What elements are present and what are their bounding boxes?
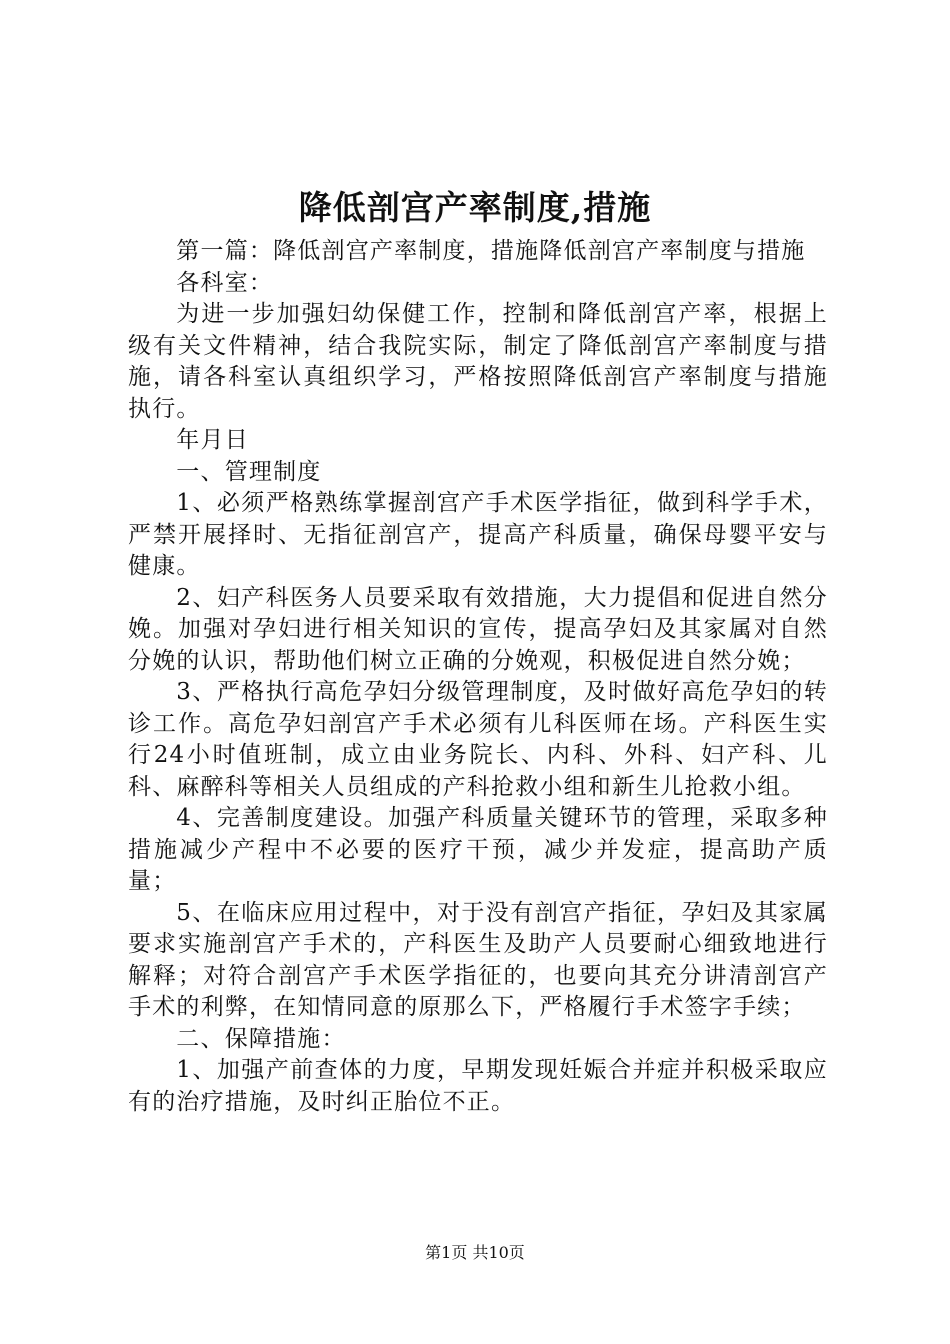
section-heading-management: 一、管理制度 bbox=[176, 458, 322, 485]
document-title: 降低剖宫产率制度,措施 bbox=[298, 188, 652, 227]
paragraph-date: 年月日 bbox=[176, 427, 249, 453]
paragraph-item-1: 1、必须严格熟练掌握剖宫产手术医学指征，做到科学手术，严禁开展择时、无指征剖宫产，提高产科质量，确保母婴平安与健康。 bbox=[128, 490, 828, 579]
page-number-footer: 第1页 共10页 bbox=[425, 1243, 525, 1262]
paragraph-chapter-heading: 第一篇：降低剖宫产率制度，措施降低剖宫产率制度与措施 bbox=[176, 238, 806, 264]
document-body bbox=[128, 236, 828, 1118]
paragraph-addressee: 各科室： bbox=[176, 269, 274, 296]
section-heading-measures: 二、保障措施： bbox=[176, 1025, 346, 1052]
paragraph-measure-1: 1、加强产前查体的力度，早期发现妊娠合并症并积极采取应有的治疗措施，及时纠正胎位不正。 bbox=[128, 1057, 828, 1115]
paragraph-item-5: 5、在临床应用过程中，对于没有剖宫产指征，孕妇及其家属要求实施剖宫产手术的，产科医生及助产人员要耐心细致地进行解释；对符合剖宫产手术医学指征的，也要向其充分讲清剖宫产手术的利弊，在知情同意的原那么下，严格履行手术签字手续； bbox=[128, 899, 828, 1020]
paragraph-item-4: 4、完善制度建设。加强产科质量关键环节的管理，采取多种措施减少产程中不必要的医疗干预，减少并发症，提高助产质量； bbox=[128, 805, 828, 894]
paragraph-item-3: 3、严格执行高危孕妇分级管理制度，及时做好高危孕妇的转诊工作。高危孕妇剖宫产手术必须有儿科医师在场。产科医生实行24小时值班制，成立由业务院长、内科、外科、妇产科、儿科、麻醉科等相关人员组成的产科抢救小组和新生儿抢救小组。 bbox=[128, 679, 828, 800]
paragraph-intro: 为进一步加强妇幼保健工作，控制和降低剖宫产率，根据上级有关文件精神，结合我院实际，制定了降低剖宫产率制度与措施，请各科室认真组织学习，严格按照降低剖宫产率制度与措施执行。 bbox=[128, 301, 828, 422]
paragraph-item-2: 2、妇产科医务人员要采取有效措施，大力提倡和促进自然分娩。加强对孕妇进行相关知识的宣传，提高孕妇及其家属对自然分娩的认识，帮助他们树立正确的分娩观，积极促进自然分娩； bbox=[128, 584, 828, 674]
